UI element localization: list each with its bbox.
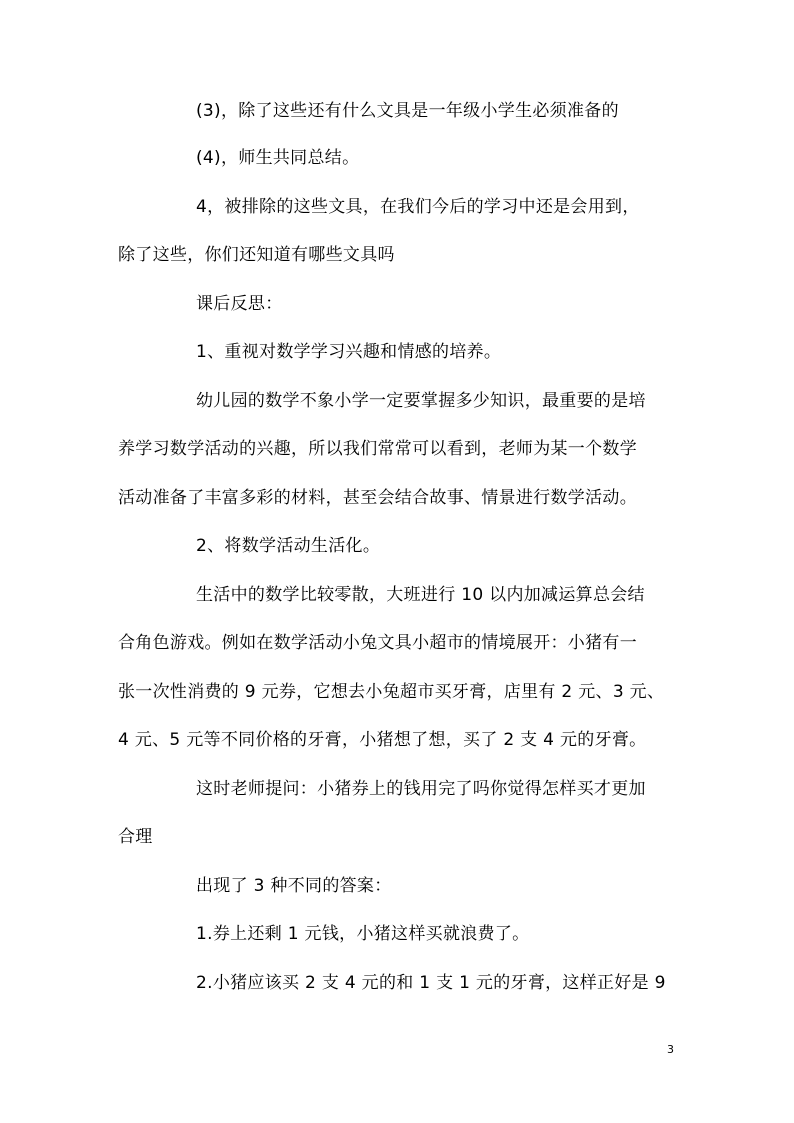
text-line: 活动准备了丰富多彩的材料，甚至会结合故事、情景进行数学活动。 <box>118 488 637 508</box>
text-line: 合角色游戏。例如在数学活动小兔文具小超市的情境展开：小猪有一 <box>118 633 637 653</box>
section-heading: 课后反思： <box>196 294 283 314</box>
text-line: 这时老师提问：小猪券上的钱用完了吗你觉得怎样买才更加 <box>196 779 646 799</box>
text-line: 养学习数学活动的兴趣，所以我们常常可以看到，老师为某一个数学 <box>118 439 637 459</box>
text-line: 4 元、5 元等不同价格的牙膏，小猪想了想，买了 2 支 4 元的牙膏。 <box>118 730 647 750</box>
text-line: 张一次性消费的 9 元券，它想去小兔超市买牙膏，店里有 2 元、3 元、 <box>118 682 665 702</box>
text-line: 2、将数学活动生活化。 <box>196 536 381 556</box>
text-line: 出现了 3 种不同的答案： <box>196 876 392 896</box>
text-line: 1.券上还剩 1 元钱，小猪这样买就浪费了。 <box>196 924 530 944</box>
text-line: 2.小猪应该买 2 支 4 元的和 1 支 1 元的牙膏，这样正好是 9 <box>196 973 666 993</box>
page-number: 3 <box>667 1043 674 1056</box>
text-line: 幼儿园的数学不象小学一定要掌握多少知识，最重要的是培 <box>196 391 646 411</box>
text-line: 4，被排除的这些文具，在我们今后的学习中还是会用到， <box>196 197 640 217</box>
text-line: 生活中的数学比较零散，大班进行 10 以内加减运算总会结 <box>196 585 645 605</box>
text-line: (4)，师生共同总结。 <box>196 148 360 168</box>
text-line: 合理 <box>118 827 153 847</box>
text-line: 1、重视对数学学习兴趣和情感的培养。 <box>196 342 502 362</box>
text-line: 除了这些，你们还知道有哪些文具吗 <box>118 245 395 265</box>
text-line: (3)，除了这些还有什么文具是一年级小学生必须准备的 <box>196 101 619 121</box>
